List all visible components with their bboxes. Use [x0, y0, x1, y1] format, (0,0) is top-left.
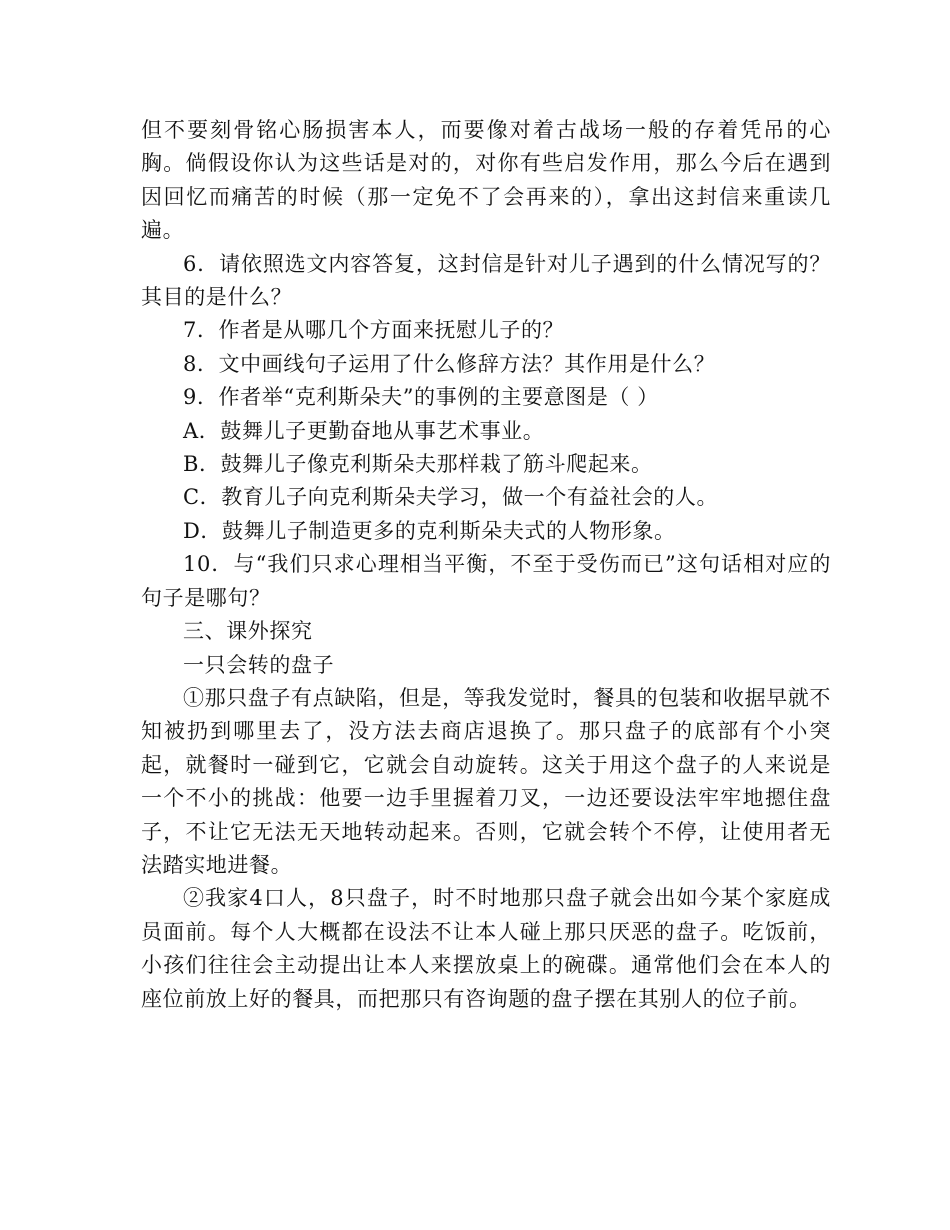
- paragraph-1: 但不要刻骨铭心肠损害本人，而要像对着古战场一般的存着凭吊的心胸。倘假设你认为这些话是对的，对你有些启发作用，那么今后在遇到因回忆而痛苦的时候（那一定免不了会再来的），拿出这封信来重读几遍。: [141, 118, 831, 243]
- question-10: 10．与“我们只求心理相当平衡，不至于受伤而已”这句话相对应的句子是哪句？: [141, 552, 831, 610]
- question-7: 7．作者是从哪几个方面来抚慰儿子的？: [183, 318, 565, 343]
- article-paragraph-1: ①那只盘子有点缺陷，但是，等我发觉时，餐具的包装和收据早就不知被扔到哪里去了，没方法去商店退换了。那只盘子的底部有个小突起，就餐时一碰到它，它就会自动旋转。这关于用这个盘子的人来说是一个不小的挑战：他要一边手里握着刀叉，一边还要设法牢牢地摁住盘子，不让它无法无天地转动起来。否则，它就会转个不停，让使用者无法踏实地进餐。: [141, 685, 831, 877]
- question-8: 8．文中画线句子运用了什么修辞方法？其作用是什么？: [183, 351, 716, 376]
- question-6: 6．请依照选文内容答复，这封信是针对儿子遇到的什么情况写的？其目的是什么？: [141, 251, 831, 310]
- option-a: A．鼓舞儿子更勤奋地从事艺术事业。: [183, 418, 545, 443]
- option-c: C．教育儿子向克利斯朵夫学习，做一个有益社会的人。: [183, 485, 719, 510]
- option-b: B．鼓舞儿子像克利斯朵夫那样栽了筋斗爬起来。: [183, 452, 653, 477]
- article-paragraph-2: ②我家4口人，8只盘子，时不时地那只盘子就会出如今某个家庭成员面前。每个人大概都在设法不让本人碰上那只厌恶的盘子。吃饭前，小孩们往往会主动提出让本人来摆放桌上的碗碟。通常他们会在本人的座位前放上好的餐具，而把那只有咨询题的盘子摆在其别人的位子前。: [141, 886, 831, 1011]
- article-title: 一只会转的盘子: [183, 652, 335, 677]
- document-page: [141, 114, 831, 1016]
- option-d: D．鼓舞儿子制造更多的克利斯朵夫式的人物形象。: [183, 518, 676, 543]
- question-9: 9．作者举“克利斯朵夫”的事例的主要意图是（ ）: [183, 385, 659, 410]
- section-heading: 三、课外探究: [183, 619, 313, 644]
